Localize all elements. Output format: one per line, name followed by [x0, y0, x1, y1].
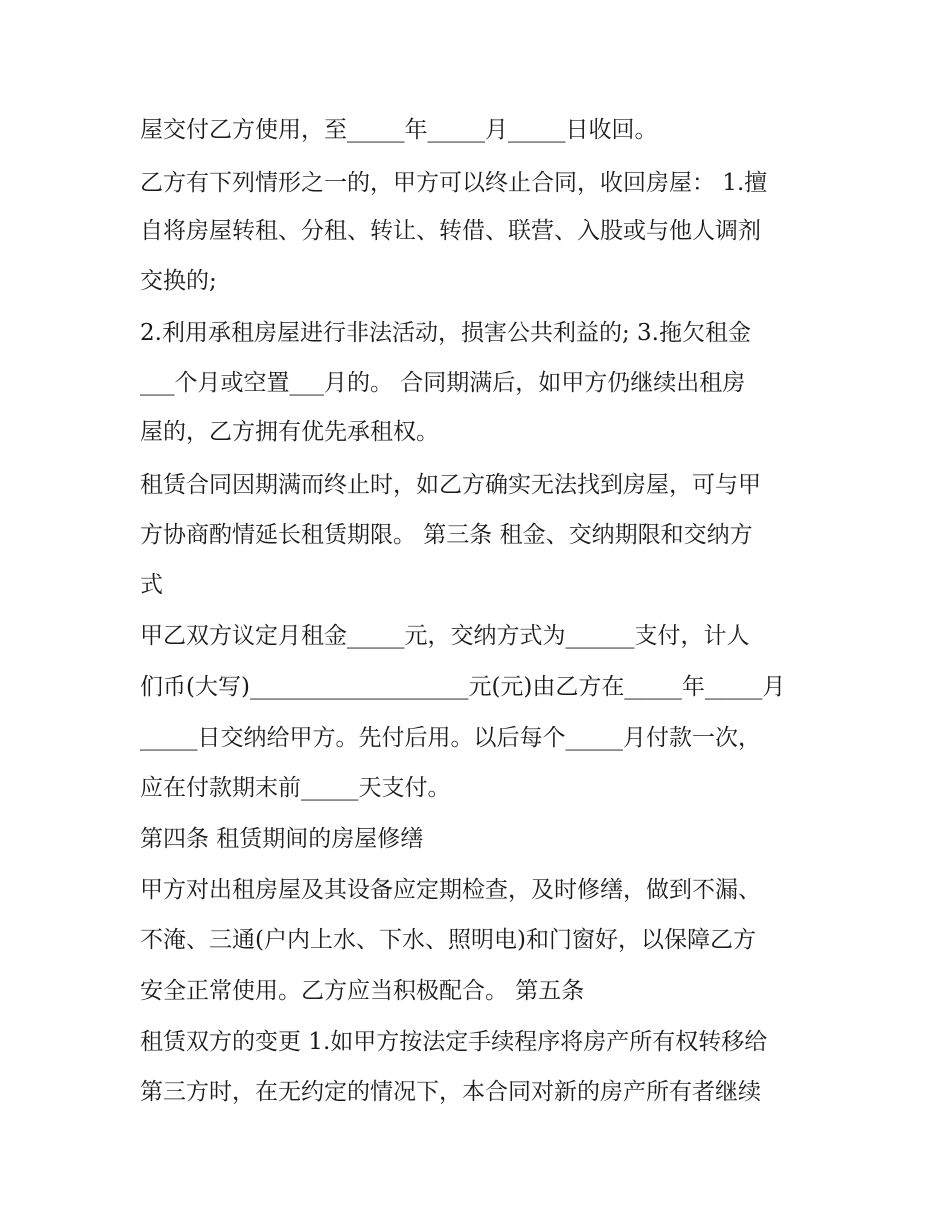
text-line: 甲乙双方议定月租金_____元，交纳方式为______支付，计人: [140, 623, 750, 649]
text-line: 第四条 租赁期间的房屋修缮: [140, 826, 424, 852]
text-line: 甲方对出租房屋及其设备应定期检查，及时修缮，做到不漏、: [140, 877, 761, 903]
text-line: ___个月或空置___月的。 合同期满后，如甲方仍继续出租房: [140, 370, 746, 396]
text-line: 乙方有下列情形之一的，甲方可以终止合同，收回房屋： 1.擅: [140, 170, 768, 196]
text-line: 屋的，乙方拥有优先承租权。: [140, 419, 439, 445]
text-line: 屋交付乙方使用，至_____年_____月_____日收回。: [140, 117, 658, 143]
text-line: 第三方时，在无约定的情况下，本合同对新的房产所有者继续: [140, 1079, 761, 1105]
text-line: _____日交纳给甲方。先付后用。以后每个_____月付款一次，: [140, 725, 761, 751]
text-line: 不淹、三通(户内上水、下水、照明电)和门窗好，以保障乙方: [140, 927, 756, 953]
text-line: 租赁合同因期满而终止时，如乙方确实无法找到房屋，可与甲: [140, 472, 761, 498]
text-line: 方协商酌情延长租赁期限。 第三条 租金、交纳期限和交纳方: [140, 522, 753, 548]
text-line: 式: [140, 572, 163, 598]
text-line: 们币(大写)___________________元(元)由乙方在_____年_____月: [140, 674, 786, 700]
text-line: 2.利用承租房屋进行非法活动，损害公共利益的; 3.拖欠租金: [140, 320, 751, 346]
text-line: 自将房屋转租、分租、转让、转借、联营、入股或与他人调剂: [140, 218, 761, 244]
text-line: 租赁双方的变更 1.如甲方按法定手续程序将房产所有权转移给: [140, 1029, 768, 1055]
text-line: 应在付款期末前_____天支付。: [140, 775, 451, 801]
text-line: 交换的;: [140, 268, 217, 294]
text-line: 安全正常使用。乙方应当积极配合。 第五条: [140, 978, 585, 1004]
